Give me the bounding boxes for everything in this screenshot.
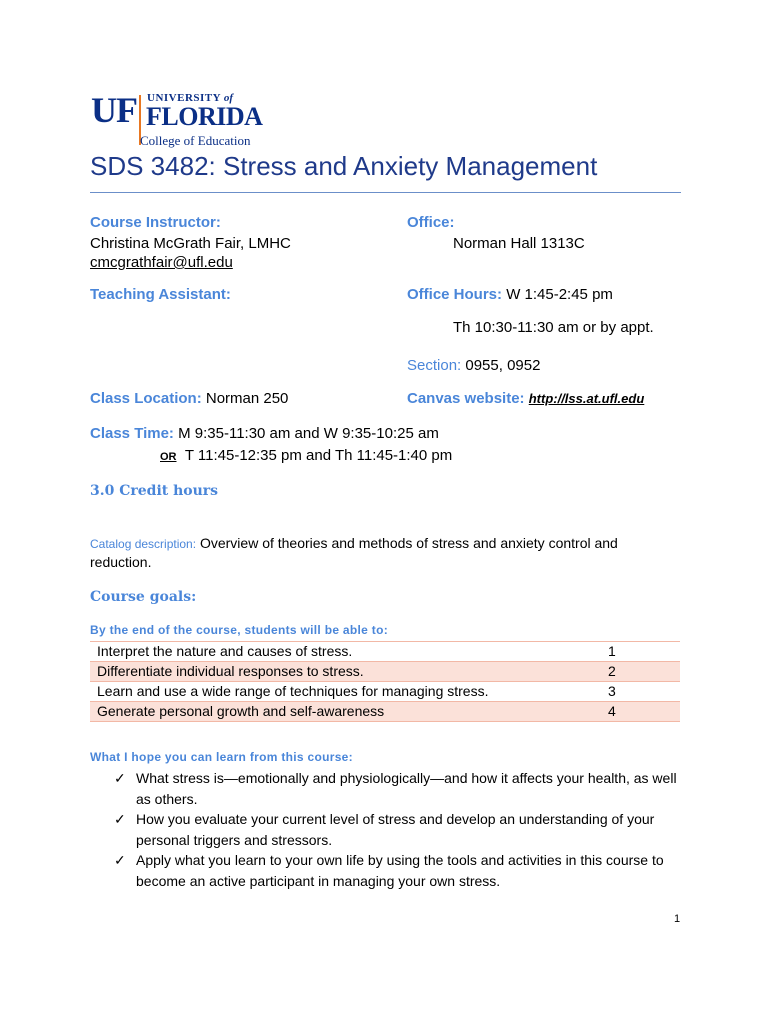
section-label: Section: [407, 357, 462, 374]
catalog-text-line2: reduction. [90, 554, 152, 570]
table-row [90, 702, 680, 722]
office-hours-line1: W 1:45-2:45 pm [506, 286, 613, 303]
catalog-label: Catalog description: [90, 537, 197, 551]
class-time-label: Class Time: [90, 425, 174, 442]
goal-text: Differentiate individual responses to stress. [97, 663, 364, 679]
course-goals-heading: Course goals: [90, 589, 197, 605]
logo-college-text: College of Education [140, 133, 251, 148]
catalog-text-line1: Overview of theories and methods of stress and anxiety control and [199, 535, 618, 551]
list-item-text: Apply what you learn to your own life by using the tools and activities in this course to become an active participant in managing your own stress. [136, 852, 664, 889]
page-number: 1 [674, 913, 681, 925]
list-item-text: What stress is—emotionally and physiologically—and how it affects your health, as well as others. [136, 770, 677, 807]
class-time [90, 425, 439, 443]
office-label: Office: [407, 214, 455, 231]
goal-text: Learn and use a wide range of techniques for managing stress. [97, 683, 489, 699]
goal-number: 3 [608, 683, 616, 699]
goal-text: Interpret the nature and causes of stress. [97, 643, 353, 659]
class-location-label: Class Location: [90, 390, 202, 407]
uf-college-of-education-logo [91, 92, 266, 150]
hope-heading: What I hope you can learn from this course: [90, 750, 353, 764]
list-item [108, 850, 683, 891]
checkmark-icon: ✓ [114, 852, 126, 868]
logo-florida-text: FLORIDA [146, 102, 263, 131]
goal-number: 4 [608, 703, 616, 719]
catalog-description [90, 534, 618, 553]
credit-hours-heading: 3.0 Credit hours [90, 483, 219, 499]
office-value: Norman Hall 1313C [453, 235, 585, 252]
canvas-link[interactable]: http://lss.at.ufl.edu [528, 391, 645, 406]
checkmark-icon: ✓ [114, 811, 126, 827]
canvas-label: Canvas website: [407, 390, 525, 407]
class-location-value: Norman 250 [205, 390, 289, 407]
list-item [108, 809, 683, 850]
table-row [90, 682, 680, 702]
office-hours-label: Office Hours: [407, 286, 503, 303]
office-hours [407, 286, 613, 304]
or-label: OR [160, 451, 177, 463]
class-time-line1: M 9:35-11:30 am and W 9:35-10:25 am [178, 425, 439, 442]
title-divider [90, 192, 681, 193]
goal-number: 1 [608, 643, 616, 659]
teaching-assistant-label: Teaching Assistant: [90, 286, 231, 303]
page-title: SDS 3482: Stress and Anxiety Management [90, 151, 598, 181]
class-location [90, 390, 288, 408]
course-goals-intro: By the end of the course, students will be able to: [90, 623, 389, 637]
instructor-name: Christina McGrath Fair, LMHC [90, 235, 291, 252]
goal-text: Generate personal growth and self-awareness [97, 703, 385, 719]
class-time-alt [160, 447, 452, 466]
hope-list [108, 768, 683, 891]
canvas-website [407, 390, 644, 408]
instructor-email-link[interactable]: cmcgrathfair@ufl.edu [90, 254, 233, 271]
logo-university-text: UNIVERSITY of [147, 92, 234, 104]
class-time-line2: T 11:45-12:35 pm and Th 11:45-1:40 pm [184, 447, 453, 464]
list-item [108, 768, 683, 809]
instructor-label: Course Instructor: [90, 214, 221, 231]
table-row [90, 641, 680, 662]
logo-uf-mark: UF [91, 90, 137, 130]
section [407, 357, 540, 375]
checkmark-icon: ✓ [114, 770, 126, 786]
list-item-text: How you evaluate your current level of stress and develop an understanding of your personal triggers and stressors. [136, 811, 655, 848]
section-value: 0955, 0952 [465, 357, 541, 374]
office-hours-line2: Th 10:30-11:30 am or by appt. [453, 319, 654, 336]
goal-number: 2 [608, 663, 616, 679]
course-goals-table [90, 641, 680, 722]
table-row [90, 662, 680, 682]
